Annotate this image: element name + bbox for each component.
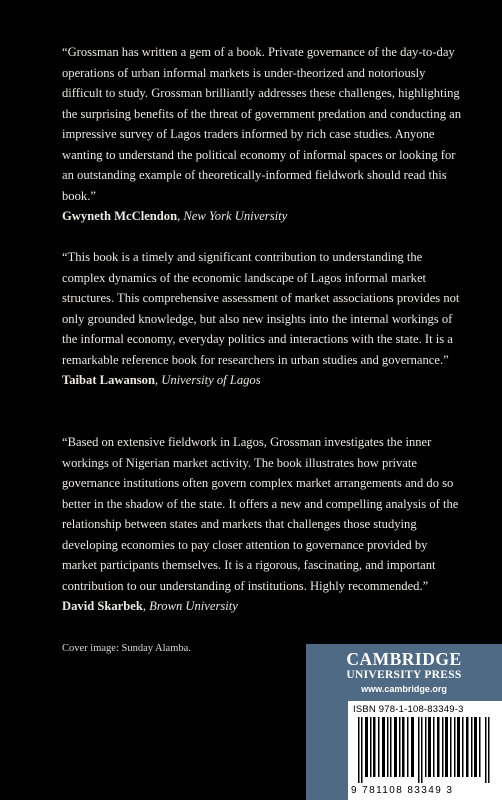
- endorsement-2: [62, 247, 462, 391]
- attribution-separator: ,: [154, 373, 162, 387]
- isbn-label: ISBN 978-1-108-83349-3: [353, 704, 464, 715]
- attribution-separator: ,: [142, 599, 150, 613]
- endorsement-author: Taibat Lawanson: [62, 373, 155, 387]
- cover-image-credit: Cover image: Sunday Alamba.: [62, 643, 191, 654]
- publisher-url: www.cambridge.org: [361, 684, 447, 694]
- endorsement-author: David Skarbek: [62, 599, 143, 613]
- endorsement-quote: “Based on extensive fieldwork in Lagos, Grossman investigates the inner workings of Nigerian market activity. The book illustrates how private governance institutions often govern complex market arrangements and do so better in the shadow of the state. It offers a new and compelling analysis of the relationship between states and markets that challenges those studying developing economies to pay closer attention to governance provided by market participants themselves. It is a rigorous, fascinating, and important contribution to our understanding of institutions. Highly recommended.”: [62, 435, 459, 593]
- publisher-name: CAMBRIDGE: [346, 649, 462, 669]
- barcode-panel: [348, 701, 502, 800]
- endorsement-affiliation: New York University: [183, 209, 288, 223]
- endorsement-attribution: [62, 206, 462, 227]
- barcode-graphic: [358, 717, 492, 783]
- publisher-panel: [306, 644, 502, 800]
- endorsement-affiliation: University of Lagos: [161, 373, 261, 387]
- endorsement-attribution: [62, 596, 462, 617]
- endorsement-quote: “This book is a timely and significant contribution to understanding the complex dynamics of the economic landscape of Lagos informal market structures. This comprehensive assessment of market associations provides not only grounded knowledge, but also new insights into the internal workings of the informal economy, everyday politics and interactions with the state. It is a remarkable reference book for researchers in urban studies and governance.”: [62, 250, 460, 367]
- publisher-subtitle: UNIVERSITY PRESS: [346, 669, 462, 681]
- endorsement-affiliation: Brown University: [149, 599, 238, 613]
- endorsement-3: [62, 432, 462, 617]
- endorsement-1: [62, 42, 462, 227]
- endorsement-quote: “Grossman has written a gem of a book. Private governance of the day-to-day operations of urban informal markets is under-theorized and notoriously difficult to study. Grossman brilliantly addresses these challenges, highlighting the surprising benefits of the threat of government predation and conducting an impressive survey of Lagos traders informed by rich case studies. Anyone wanting to understand the political economy of informal spaces or looking for an outstanding example of theoretically-informed fieldwork should read this book.”: [62, 45, 462, 203]
- endorsement-author: Gwyneth McClendon: [62, 209, 178, 223]
- barcode-digits: 9 781108 83349 3: [351, 785, 454, 796]
- attribution-separator: ,: [177, 209, 184, 223]
- endorsement-attribution: [62, 370, 462, 391]
